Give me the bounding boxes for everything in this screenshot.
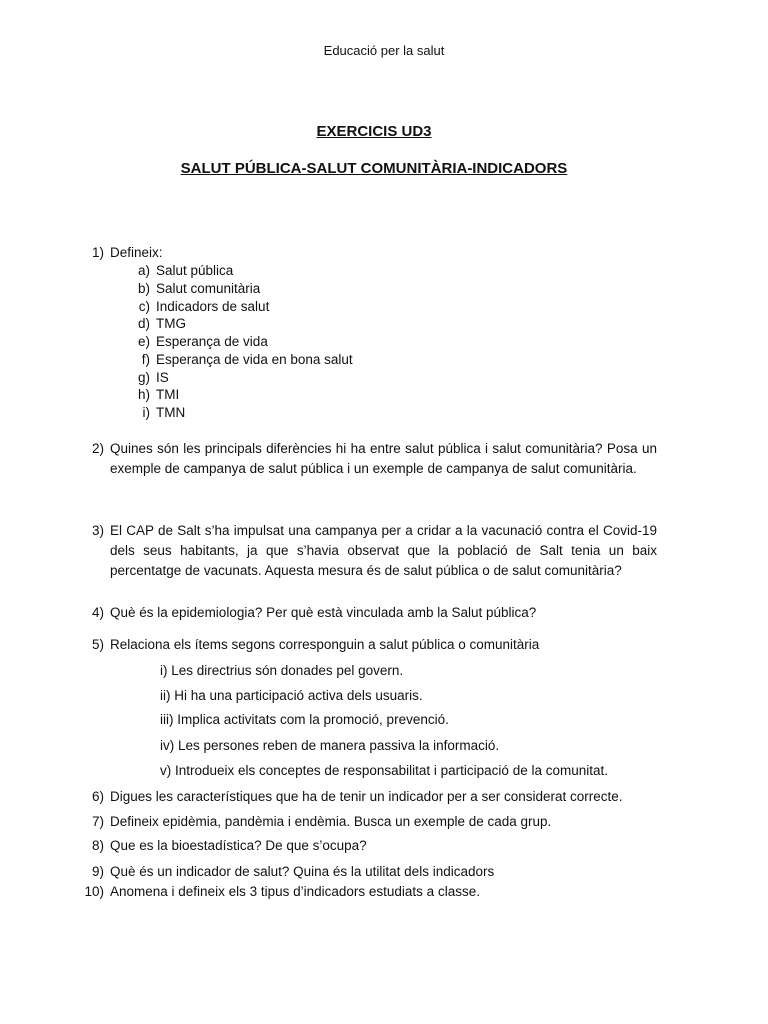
question-number: 10) <box>84 884 104 899</box>
list-item-label: b) <box>137 281 150 296</box>
list-item-label: a) <box>137 263 150 278</box>
question-text: Anomena i defineix els 3 tipus d’indicadors estudiats a classe. <box>110 884 480 899</box>
question-text: Que es la bioestadística? De que s’ocupa? <box>110 838 367 853</box>
question-text: Què és la epidemiologia? Per què està vinculada amb la Salut pública? <box>110 605 537 620</box>
question-number: 8) <box>91 838 104 853</box>
question-number: 2) <box>91 441 104 456</box>
list-item-text: TMG <box>156 316 186 331</box>
list-item-text: Indicadors de salut <box>156 299 270 314</box>
list-item-text: IS <box>156 370 169 385</box>
question-number: 9) <box>91 864 104 879</box>
question-text: Digues les característiques que ha de tenir un indicador per a ser considerat correcte. <box>110 789 623 804</box>
question-number: 6) <box>91 789 104 804</box>
list-item-label: i) <box>142 405 150 420</box>
list-item-text: Salut pública <box>156 263 234 278</box>
list-item: i) Les directrius són donades pel govern. <box>160 663 404 678</box>
question-number: 5) <box>91 637 104 652</box>
list-item: iv) Les persones reben de manera passiva la informació. <box>160 738 500 753</box>
list-item-text: TMI <box>156 387 180 402</box>
list-item: v) Introdueix els conceptes de responsabilitat i participació de la comunitat. <box>160 763 608 778</box>
question-text: Defineix: <box>110 245 163 260</box>
question-number: 7) <box>91 814 104 829</box>
question-text: Quines són les principals diferències hi ha entre salut pública i salut comunitària? Posa un exemple de campanya de salut pública i un exemple de campanya de salut comunitària. <box>110 441 657 476</box>
list-item-text: Esperança de vida en bona salut <box>156 352 353 367</box>
question-number: 1) <box>91 245 104 260</box>
page-header: Educació per la salut <box>323 43 445 58</box>
question-number: 3) <box>91 523 104 538</box>
list-item-text: TMN <box>156 405 186 420</box>
list-item: ii) Hi ha una participació activa dels usuaris. <box>160 688 423 703</box>
question-text: Defineix epidèmia, pandèmia i endèmia. Busca un exemple de cada grup. <box>110 814 552 829</box>
question-text: El CAP de Salt s’ha impulsat una campanya per a cridar a la vacunació contra el Covid-19 dels seus habitants, ja que s’havia observat que la població de Salt tenia un baix percentatge de vacunats. Aquesta mesura és de salut pública o de salut comunitària? <box>110 523 657 578</box>
question-number: 4) <box>91 605 104 620</box>
list-item-text: Salut comunitària <box>156 281 261 296</box>
question-text: Relaciona els ítems segons corresponguin a salut pública o comunitària <box>110 637 540 652</box>
list-item-text: Esperança de vida <box>156 334 268 349</box>
list-item-label: f) <box>141 352 150 367</box>
list-item-label: g) <box>137 370 150 385</box>
page-subtitle: SALUT PÚBLICA-SALUT COMUNITÀRIA-INDICADORS <box>180 160 568 177</box>
list-item-label: e) <box>137 334 150 349</box>
list-item: iii) Implica activitats com la promoció, prevenció. <box>160 712 449 727</box>
page-title: EXERCICIS UD3 <box>316 123 432 140</box>
question-text: Què és un indicador de salut? Quina és la utilitat dels indicadors <box>110 864 495 879</box>
list-item-label: c) <box>138 299 150 314</box>
list-item-label: d) <box>137 316 150 331</box>
list-item-label: h) <box>137 387 150 402</box>
